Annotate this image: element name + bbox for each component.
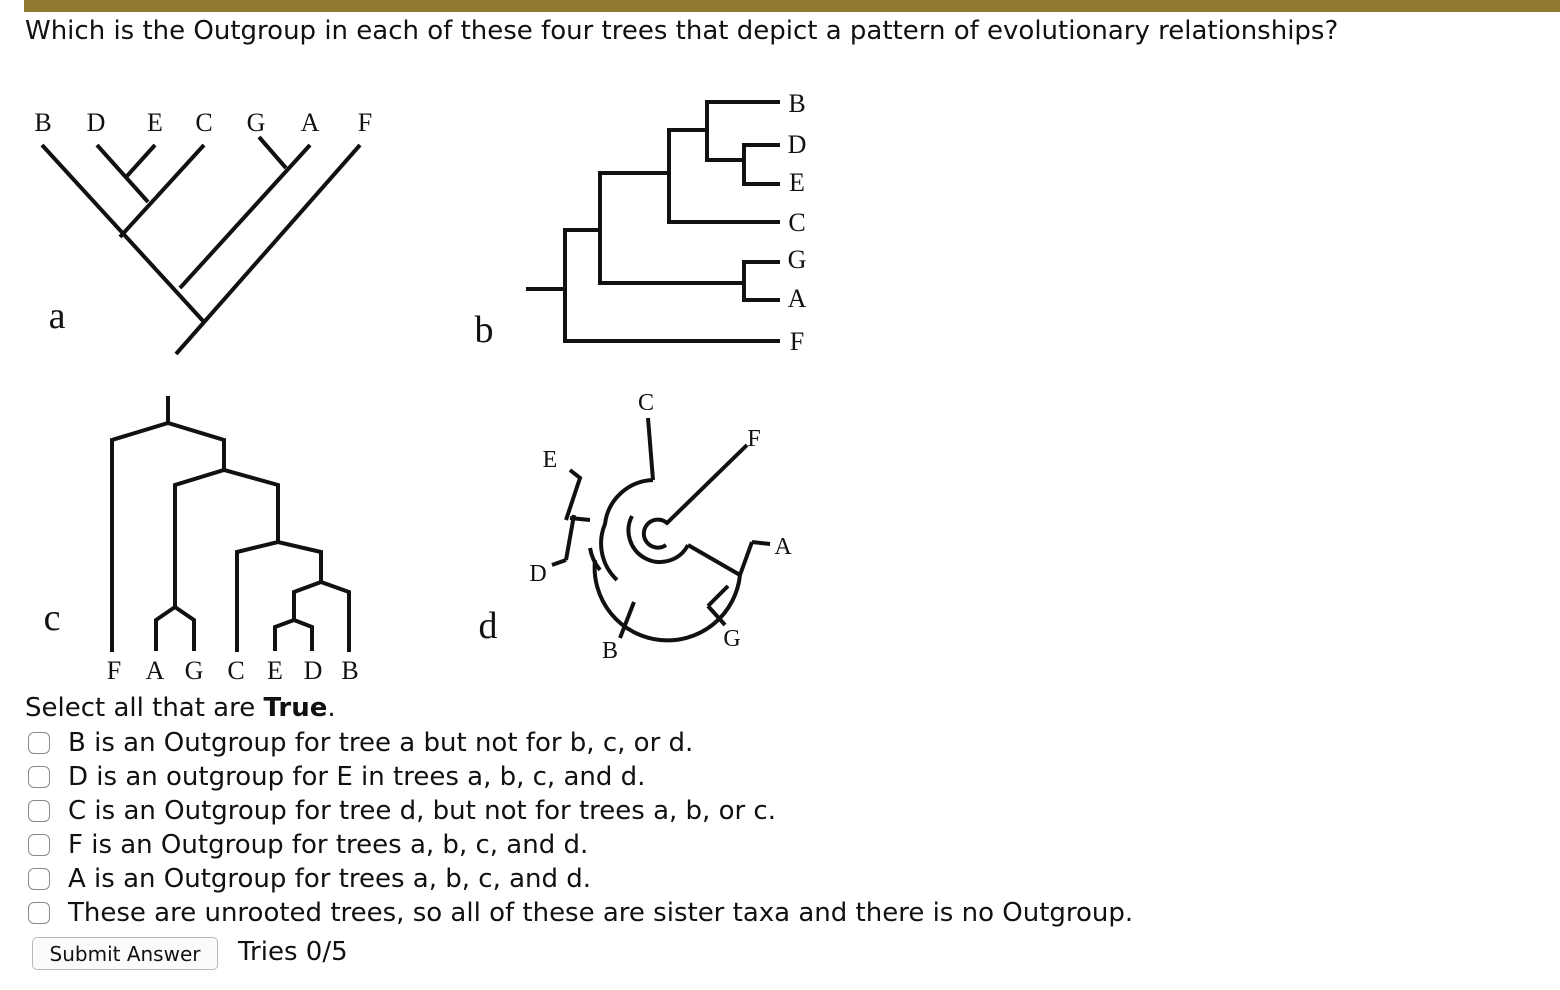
answer-option-label[interactable]: These are unrooted trees, so all of these are sister taxa and there is no Outgroup. bbox=[68, 898, 1134, 928]
tree-c-taxon-label: D bbox=[303, 656, 323, 685]
answer-option-5[interactable] bbox=[28, 862, 1133, 896]
tree-d-taxon-label: E bbox=[542, 447, 558, 473]
tree-d-label: d bbox=[478, 605, 498, 647]
tree-b-taxon-label: C bbox=[788, 208, 806, 237]
tree-c-taxon-label: A bbox=[145, 656, 165, 685]
instruction-prefix: Select all that are bbox=[25, 693, 264, 723]
tree-a-taxon-label: G bbox=[246, 108, 266, 137]
tree-c-taxon-label: B bbox=[341, 656, 359, 685]
submit-answer-button[interactable]: Submit Answer bbox=[32, 937, 218, 970]
tree-d-taxon-label: G bbox=[723, 626, 741, 652]
answer-checkbox[interactable] bbox=[28, 868, 50, 890]
tree-a-taxon-label: C bbox=[195, 108, 213, 137]
instruction-suffix: . bbox=[327, 693, 336, 723]
tree-d-taxon-label: C bbox=[637, 390, 655, 416]
answer-checkbox[interactable] bbox=[28, 902, 50, 924]
answer-options bbox=[28, 726, 1133, 930]
answer-option-3[interactable] bbox=[28, 794, 1133, 828]
answer-option-label[interactable]: F is an Outgroup for trees a, b, c, and d. bbox=[68, 830, 589, 860]
tree-a-taxon-label: D bbox=[86, 108, 106, 137]
tree-c-taxon-label: G bbox=[184, 656, 204, 685]
instruction-emphasis: True bbox=[263, 693, 328, 723]
instruction-text bbox=[25, 690, 336, 726]
tree-b-label: b bbox=[474, 309, 494, 351]
answer-option-4[interactable] bbox=[28, 828, 1133, 862]
tree-d-taxon-label: F bbox=[747, 426, 761, 452]
tree-c-taxon-label: F bbox=[106, 656, 122, 685]
question-text: Which is the Outgroup in each of these four trees that depict a pattern of evolutionary relationships? bbox=[25, 16, 1339, 46]
answer-option-1[interactable] bbox=[28, 726, 1133, 760]
tree-a-taxon-label: A bbox=[300, 108, 320, 137]
tree-c-taxon-label: C bbox=[227, 656, 245, 685]
tries-counter: Tries 0/5 bbox=[238, 937, 348, 967]
tree-a-label: a bbox=[48, 295, 66, 337]
tree-c-taxon-label: E bbox=[267, 656, 283, 685]
tree-d-taxon-label: D bbox=[529, 561, 547, 587]
answer-checkbox[interactable] bbox=[28, 766, 50, 788]
answer-option-label[interactable]: D is an outgroup for E in trees a, b, c, and d. bbox=[68, 762, 646, 792]
answer-checkbox[interactable] bbox=[28, 732, 50, 754]
answer-option-6[interactable] bbox=[28, 896, 1133, 930]
answer-option-label[interactable]: A is an Outgroup for trees a, b, c, and d. bbox=[68, 864, 592, 894]
tree-b-taxon-label: F bbox=[789, 327, 805, 356]
answer-option-label[interactable]: C is an Outgroup for tree d, but not for trees a, b, or c. bbox=[68, 796, 776, 826]
tree-a-taxon-label: F bbox=[357, 108, 373, 137]
tree-b-taxon-label: A bbox=[787, 284, 807, 313]
tree-d-taxon-label: B bbox=[601, 638, 619, 664]
tree-d-taxon-label: A bbox=[774, 534, 792, 560]
answer-checkbox[interactable] bbox=[28, 834, 50, 856]
tree-b-branches bbox=[526, 102, 780, 341]
tree-d-branches bbox=[552, 418, 770, 640]
answer-option-label[interactable]: B is an Outgroup for tree a but not for b, c, or d. bbox=[68, 728, 694, 758]
tree-a-taxon-label: E bbox=[147, 108, 163, 137]
tree-c-label: c bbox=[43, 597, 61, 639]
tree-b-taxon-label: D bbox=[787, 130, 807, 159]
tree-a-taxon-label: B bbox=[34, 108, 52, 137]
tree-b-taxon-label: E bbox=[789, 168, 805, 197]
tree-b-taxon-label: G bbox=[787, 245, 807, 274]
tree-a-branches bbox=[42, 137, 360, 354]
tree-b-taxon-label: B bbox=[788, 89, 806, 118]
answer-checkbox[interactable] bbox=[28, 800, 50, 822]
tree-c-branches bbox=[112, 396, 349, 652]
answer-option-2[interactable] bbox=[28, 760, 1133, 794]
